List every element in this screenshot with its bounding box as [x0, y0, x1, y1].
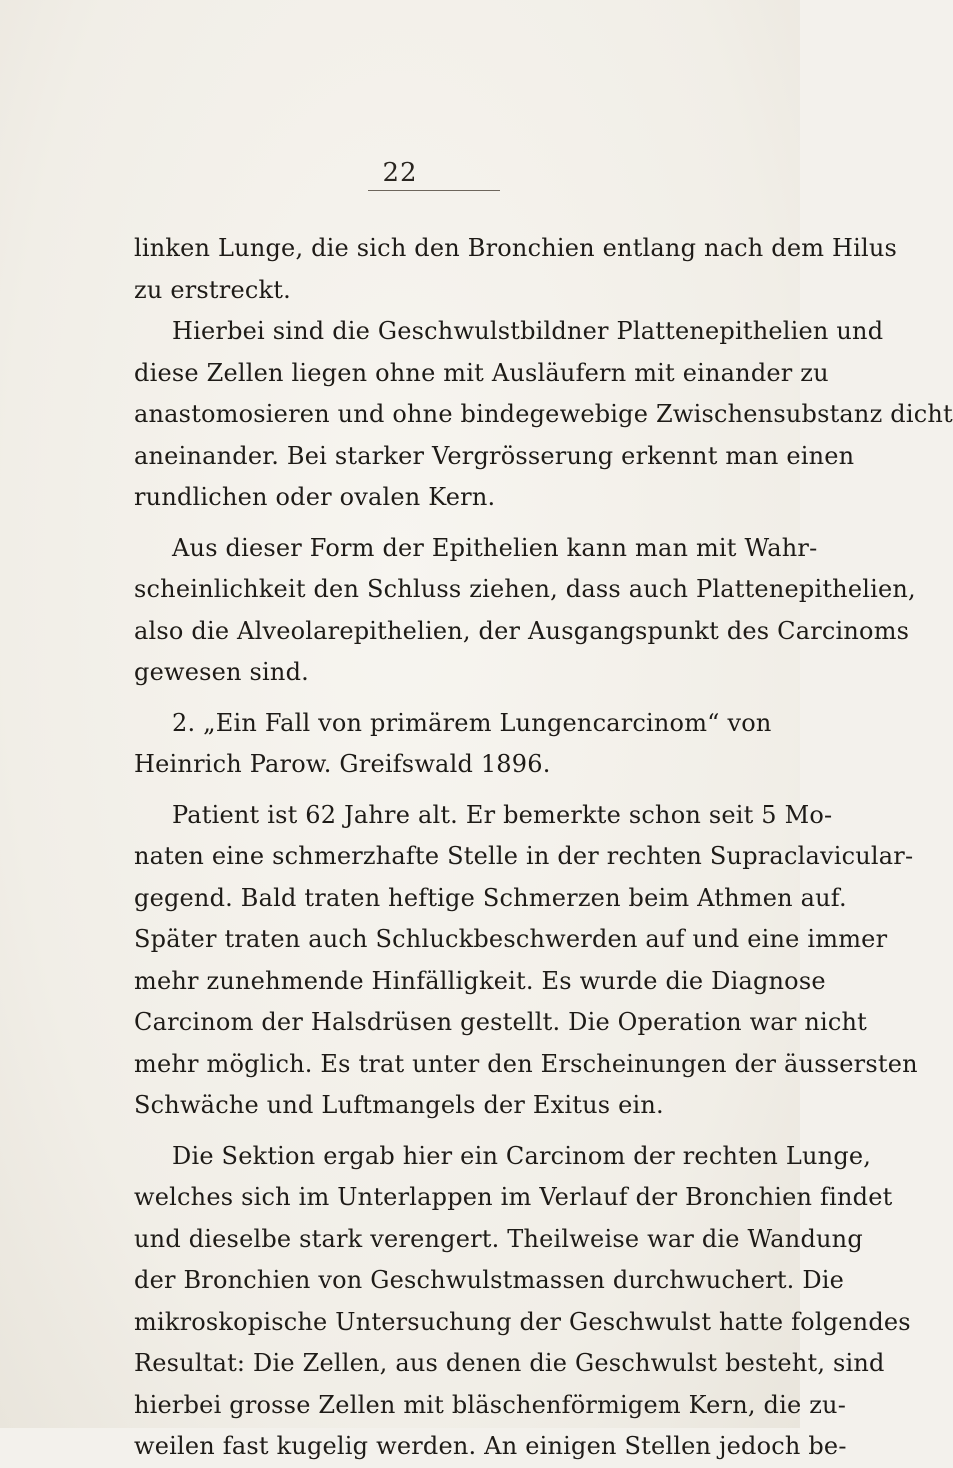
text-line: scheinlichkeit den Schluss ziehen, dass auch Plattenepithelien,	[134, 575, 916, 603]
text-line: Später traten auch Schluckbeschwerden auf und eine immer	[134, 925, 888, 953]
paragraph-spacer	[134, 694, 756, 703]
paragraph-spacer	[134, 1127, 756, 1136]
paragraph-conclusion	[134, 528, 916, 694]
text-line: weilen fast kugelig werden. An einigen Stellen jedoch be-	[134, 1432, 847, 1460]
text-line: Schwäche und Luftmangels der Exitus ein.	[134, 1091, 664, 1119]
text-line: Patient ist 62 Jahre alt. Er bemerkte schon seit 5 Mo-	[172, 800, 833, 829]
text-line: und dieselbe stark verengert. Theilweise war die Wandung	[134, 1224, 863, 1253]
paragraph-sektion	[134, 1136, 911, 1468]
text-line: diese Zellen liegen ohne mit Ausläufern mit einander zu	[134, 358, 829, 387]
paragraph-plattenepithelien	[134, 311, 953, 519]
text-line: linken Lunge, die sich den Bronchien entlang nach dem Hilus	[134, 234, 898, 262]
text-line: anastomosieren und ohne bindegewebige Zwischensubstanz dicht	[134, 400, 953, 428]
text-line: mehr möglich. Es trat unter den Erscheinungen der äussersten	[134, 1049, 918, 1078]
paragraph-reference	[134, 703, 772, 786]
text-line: Aus dieser Form der Epithelien kann man mit Wahr-	[172, 533, 818, 562]
text-line: gewesen sind.	[134, 658, 309, 686]
text-line: Hierbei sind die Geschwulstbildner Plattenepithelien und	[172, 317, 884, 345]
body-text	[134, 228, 953, 1468]
text-line: Die Sektion ergab hier ein Carcinom der rechten Lunge,	[172, 1141, 872, 1170]
text-line: hierbei grosse Zellen mit bläschenförmigem Kern, die zu-	[134, 1390, 847, 1419]
paragraph-patient	[134, 795, 918, 1127]
page-number: 22	[382, 158, 418, 188]
text-line: 2. „Ein Fall von primärem Lungencarcinom“ von	[172, 708, 772, 737]
text-line: mehr zunehmende Hinfälligkeit. Es wurde die Diagnose	[134, 966, 826, 995]
text-line: der Bronchien von Geschwulstmassen durchwuchert. Die	[134, 1266, 845, 1294]
text-line: mikroskopische Untersuchung der Geschwulst hatte folgendes	[134, 1307, 911, 1336]
text-line: Heinrich Parow. Greifswald 1896.	[134, 750, 551, 778]
text-line: welches sich im Unterlappen im Verlauf der Bronchien findet	[134, 1183, 893, 1211]
text-line: also die Alveolarepithelien, der Ausgangspunkt des Carcinoms	[134, 616, 910, 645]
text-line: rundlichen oder ovalen Kern.	[134, 483, 496, 511]
text-line: zu erstreckt.	[134, 275, 291, 304]
page-number-rule	[368, 190, 500, 191]
paragraph-spacer	[134, 519, 756, 528]
text-line: Resultat: Die Zellen, aus denen die Geschwulst besteht, sind	[134, 1349, 885, 1377]
text-line: aneinander. Bei starker Vergrösserung erkennt man einen	[134, 441, 855, 470]
paragraph-spacer	[134, 786, 756, 795]
text-line: naten eine schmerzhafte Stelle in der rechten Supraclavicular-	[134, 842, 914, 870]
text-line: Carcinom der Halsdrüsen gestellt. Die Operation war nicht	[134, 1008, 867, 1036]
paragraph-continuation	[134, 228, 898, 311]
text-line: gegend. Bald traten heftige Schmerzen beim Athmen auf.	[134, 883, 847, 912]
